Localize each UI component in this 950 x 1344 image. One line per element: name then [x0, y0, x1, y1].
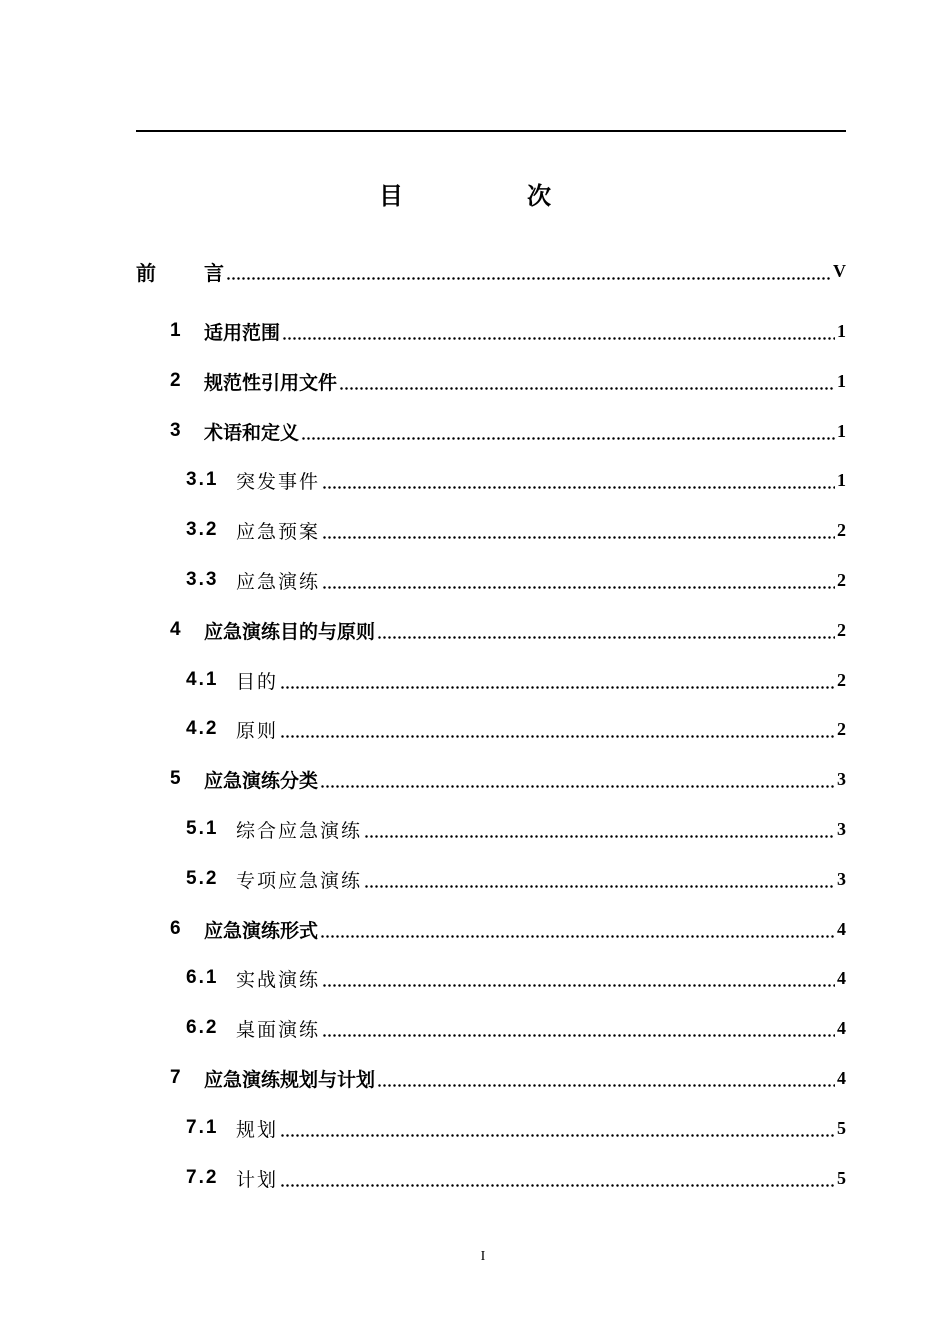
- toc-entry-page: V: [833, 260, 846, 281]
- toc-entry[interactable]: [186, 1163, 846, 1193]
- toc-entry-number: 7: [170, 1067, 181, 1088]
- dot-leader: [364, 864, 835, 894]
- dot-leader: [322, 1013, 835, 1043]
- toc-entry-number: 7.1: [186, 1117, 219, 1138]
- dot-leader: [322, 565, 835, 595]
- dot-leader: [280, 665, 835, 695]
- dot-leader: [280, 714, 835, 744]
- toc-entry[interactable]: [170, 366, 846, 396]
- toc-entry-title: 突发事件: [236, 470, 321, 493]
- toc-entry-title: 术语和定义: [204, 421, 300, 444]
- toc-entry-number: 6.1: [186, 967, 219, 988]
- dot-leader: [339, 366, 835, 396]
- toc-entry[interactable]: [186, 515, 846, 545]
- toc-entry-page: 3: [837, 768, 846, 789]
- dot-leader: [322, 465, 835, 495]
- toc-entry-page: 2: [837, 619, 846, 640]
- toc-entry[interactable]: [170, 1063, 846, 1093]
- toc-entry-number: 3.1: [186, 469, 219, 490]
- dot-leader: [320, 914, 835, 944]
- toc-entry-title: 目的: [236, 670, 279, 693]
- toc-entry-page: 4: [837, 1067, 846, 1088]
- toc-entry-number: 3.2: [186, 519, 219, 540]
- toc-entry-title: 桌面演练: [236, 1018, 321, 1041]
- toc-entry-page: 4: [837, 1017, 846, 1038]
- toc-entry-page: 2: [837, 569, 846, 590]
- toc-entry-page: 4: [837, 967, 846, 988]
- dot-leader: [282, 316, 835, 346]
- toc-entry-page: 4: [837, 918, 846, 939]
- toc-entry[interactable]: [186, 814, 846, 844]
- toc-entry[interactable]: [170, 615, 846, 645]
- toc-entry-title: 原则: [236, 719, 279, 742]
- dot-leader: [322, 963, 835, 993]
- toc-entry[interactable]: [170, 764, 846, 794]
- toc-entry-number: 4: [170, 619, 181, 640]
- toc-entry[interactable]: [186, 864, 846, 894]
- toc-entry-title: 应急预案: [236, 520, 321, 543]
- toc-entry[interactable]: [170, 416, 846, 446]
- toc-entry-page: 3: [837, 868, 846, 889]
- toc-entry-number: 2: [170, 370, 181, 391]
- toc-entry-number: 6.2: [186, 1017, 219, 1038]
- toc-entry[interactable]: [170, 914, 846, 944]
- toc-entry-title: 综合应急演练: [236, 819, 363, 842]
- toc-entry[interactable]: [170, 316, 846, 346]
- toc-entry-number: 3.3: [186, 569, 219, 590]
- page-number-footer: I: [480, 1249, 486, 1264]
- toc-entry-title: 规划: [236, 1118, 279, 1141]
- toc-entry-page: 1: [837, 420, 846, 441]
- toc-entry-number: 5.2: [186, 868, 219, 889]
- toc-entry-title: 应急演练分类: [204, 769, 319, 792]
- toc-entry-title: 适用范围: [204, 321, 281, 344]
- toc-entry[interactable]: [186, 963, 846, 993]
- dot-leader: [320, 764, 835, 794]
- dot-leader: [377, 615, 835, 645]
- toc-entry[interactable]: [186, 665, 846, 695]
- dot-leader: [226, 256, 831, 286]
- dot-leader: [364, 814, 835, 844]
- toc-entry-page: 2: [837, 718, 846, 739]
- toc-entry-number: 5.1: [186, 818, 219, 839]
- toc-entry-number: 3: [170, 420, 181, 441]
- toc-entry-number: 4.2: [186, 718, 219, 739]
- dot-leader: [280, 1163, 835, 1193]
- toc-entry-title: 应急演练形式: [204, 919, 319, 942]
- toc-entry-title: 规范性引用文件: [204, 371, 338, 394]
- toc-entry-page: 5: [837, 1117, 846, 1138]
- dot-leader: [280, 1113, 835, 1143]
- toc-entry-page: 3: [837, 818, 846, 839]
- toc-entry-page: 2: [837, 519, 846, 540]
- toc-entry[interactable]: [186, 1013, 846, 1043]
- toc-entry-page: 1: [837, 320, 846, 341]
- toc-entry[interactable]: [186, 1113, 846, 1143]
- toc-entry[interactable]: [186, 565, 846, 595]
- toc-entry-title: 应急演练: [236, 570, 321, 593]
- toc-entry-page: 5: [837, 1167, 846, 1188]
- dot-leader: [377, 1063, 835, 1093]
- toc-entry-title: 专项应急演练: [236, 869, 363, 892]
- toc-entry-number: 6: [170, 918, 181, 939]
- toc-entry-page: 1: [837, 469, 846, 490]
- toc-entry-page: 2: [837, 669, 846, 690]
- toc-entry-number: 1: [170, 320, 181, 341]
- toc-entry-number: 前: [136, 262, 156, 285]
- toc-entry-number: 7.2: [186, 1167, 219, 1188]
- toc-entry-title: 实战演练: [236, 968, 321, 991]
- toc-entry-title: 应急演练目的与原则: [204, 620, 376, 643]
- toc-entry-title: 言: [204, 260, 224, 285]
- toc-entry-title: 应急演练规划与计划: [204, 1068, 376, 1091]
- toc-entry-number: 5: [170, 768, 181, 789]
- page-title: 目 次: [379, 182, 601, 210]
- toc-entry[interactable]: [186, 465, 846, 495]
- dot-leader: [322, 515, 835, 545]
- toc-entry-foreword[interactable]: [136, 256, 846, 286]
- toc-entry-number: 4.1: [186, 669, 219, 690]
- dot-leader: [301, 416, 835, 446]
- toc-entry[interactable]: [186, 714, 846, 744]
- toc-entry-title: 计划: [236, 1168, 279, 1191]
- toc-entry-page: 1: [837, 370, 846, 391]
